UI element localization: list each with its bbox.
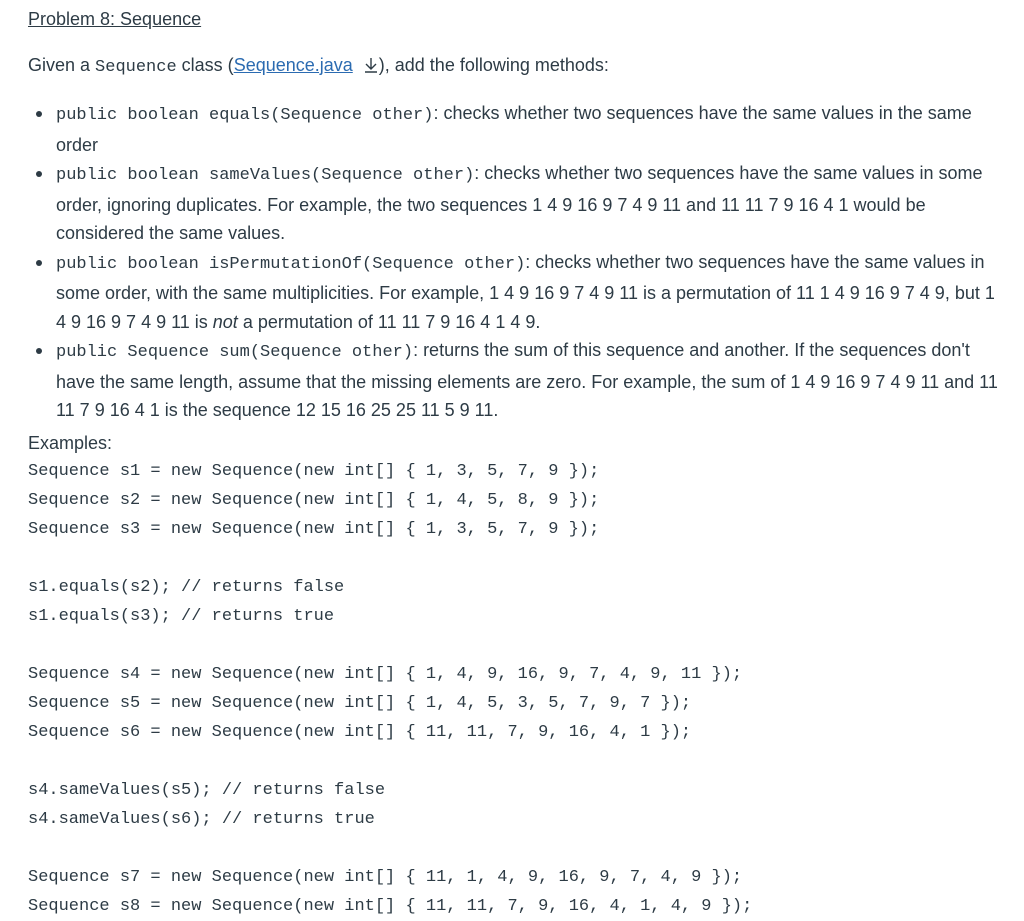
code-block (28, 457, 998, 921)
code-spacer (28, 631, 998, 660)
code-line: Sequence s2 = new Sequence(new int[] { 1, 4, 5, 8, 9 }); (28, 490, 600, 510)
sequence-java-link[interactable]: Sequence.java (233, 55, 353, 75)
code-line: s1.equals(s3); // returns true (28, 606, 335, 626)
bullet-icon (36, 260, 42, 266)
method-description: : returns the sum of this sequence and another. If the sequences don't have the same length, assume that the missing elements are zero. For example, the sum of 1 4 9 16 9 7 4 9 11 and 11 11 7 9 16 4 1 is the sequence 12 15 16 25 25 11 5 9 11. (56, 340, 998, 420)
bullet-icon (36, 111, 42, 117)
examples-label: Examples: (28, 432, 113, 453)
methods-list (28, 99, 998, 425)
intro-text-mid: class ( (176, 55, 234, 75)
code-line: s4.sameValues(s5); // returns false (28, 780, 386, 800)
code-line: Sequence s8 = new Sequence(new int[] { 11, 11, 7, 9, 16, 4, 1, 4, 9 }); (28, 896, 753, 916)
problem-title: Problem 8: Sequence (28, 9, 202, 29)
intro-paragraph (28, 52, 998, 81)
method-item-same-values (56, 159, 998, 248)
intro-text-post: ), add the following methods: (378, 55, 609, 75)
code-line: Sequence s4 = new Sequence(new int[] { 1, 4, 9, 16, 9, 7, 4, 9, 11 }); (28, 664, 743, 684)
code-line: Sequence s1 = new Sequence(new int[] { 1, 3, 5, 7, 9 }); (28, 461, 600, 481)
code-line: s4.sameValues(s6); // returns true (28, 809, 375, 829)
problem-page (28, 6, 998, 921)
download-icon[interactable] (363, 54, 379, 70)
code-line: Sequence s3 = new Sequence(new int[] { 1, 3, 5, 7, 9 }); (28, 519, 600, 539)
method-description: : checks whether two sequences have the same values in some order, ignoring duplicates. For example, the two sequences 1 4 9 16 9 7 4 9 11 and 11 11 7 9 16 4 1 would be considered the same values. (56, 163, 983, 243)
method-description-end: a permutation of 11 11 7 9 16 4 1 4 9. (237, 311, 541, 332)
bullet-icon (36, 348, 42, 354)
method-signature: public Sequence sum(Sequence other) (56, 343, 414, 362)
method-signature: public boolean isPermutationOf(Sequence other) (56, 254, 526, 274)
bullet-icon (36, 171, 42, 177)
code-spacer (28, 834, 998, 863)
code-line: Sequence s7 = new Sequence(new int[] { 11, 1, 4, 9, 16, 9, 7, 4, 9 }); (28, 867, 743, 887)
method-item-is-permutation-of (56, 248, 998, 337)
code-spacer (28, 544, 998, 573)
code-line: s1.equals(s2); // returns false (28, 577, 345, 597)
method-item-sum (56, 336, 998, 425)
method-item-equals (56, 99, 998, 159)
intro-class-code: Sequence (95, 58, 177, 77)
method-description: : checks whether two sequences have the same values in the same order (56, 103, 972, 155)
code-line: Sequence s5 = new Sequence(new int[] { 1, 4, 5, 3, 5, 7, 9, 7 }); (28, 693, 692, 713)
method-signature: public boolean sameValues(Sequence other) (56, 166, 475, 185)
method-signature: public boolean equals(Sequence other) (56, 106, 434, 125)
intro-text-pre: Given a (28, 55, 96, 75)
code-line: Sequence s6 = new Sequence(new int[] { 11, 11, 7, 9, 16, 4, 1 }); (28, 722, 692, 742)
code-spacer (28, 747, 998, 776)
method-emphasis: not (212, 311, 238, 332)
method-description: : checks whether two sequences have the same values in some order, with the same multiplicities. For example, 1 4 9 16 9 7 4 9 11 is a permutation of 11 1 4 9 16 9 7 4 9, but 1 4 9 16 9 7 4 9 11 is (56, 251, 995, 332)
